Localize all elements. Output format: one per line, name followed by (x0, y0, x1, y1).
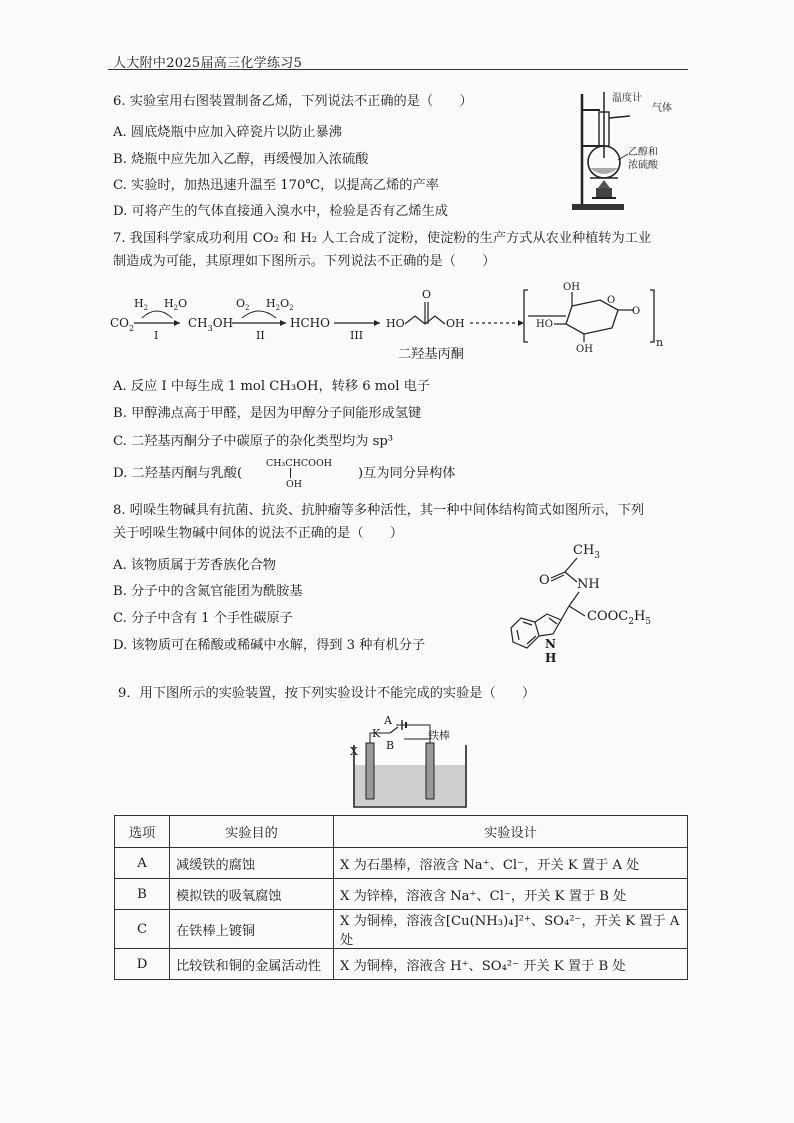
q6-option-c: C. 实验时，加热迅速升温至 170℃，以提高乙烯的产率 (113, 178, 439, 193)
dha-name: 二羟基丙酮 (398, 347, 464, 362)
h2o-o: O (178, 297, 188, 310)
o2-text: O (236, 297, 246, 310)
q7-option-b: B. 甲醇沸点高于甲醛，是因为甲醇分子间能形成氢键 (113, 406, 422, 421)
table-row (115, 848, 688, 879)
switch-a-label: A (384, 714, 392, 727)
q6-option-a: A. 圆底烧瓶中应加入碎瓷片以防止暴沸 (113, 125, 342, 140)
struct-hn: N (545, 637, 556, 651)
gas-label: 气体 (652, 103, 672, 114)
q7-option-d-part2: )互为同分异构体 (358, 466, 456, 481)
table-row (115, 910, 688, 949)
svg-text:H2O (164, 297, 187, 312)
dha-ho: HO (386, 317, 405, 330)
header-rule (108, 69, 688, 70)
struct-ester-h: H (633, 609, 646, 624)
starch-ring-o: O (607, 295, 616, 306)
h2o2-sub2: 2 (289, 304, 294, 312)
q8-option-a: A. 该物质属于芳香族化合物 (113, 558, 276, 573)
step-iii-label: III (350, 329, 364, 342)
table-cell: C (115, 910, 170, 949)
q6-option-d: D. 可将产生的气体直接通入溴水中，检验是否有乙烯生成 (113, 204, 448, 219)
table-header-cell: 选项 (115, 816, 170, 848)
lactic-acid-oh: OH (286, 479, 303, 490)
q8-option-c: C. 分子中含有 1 个手性碳原子 (113, 611, 293, 626)
repeat-n: n (656, 336, 664, 349)
reagent-label-line1: 乙醇和 (628, 147, 658, 158)
struct-o: O (539, 573, 550, 588)
q7-option-a: A. 反应 I 中每生成 1 mol CH₃OH，转移 6 mol 电子 (113, 379, 431, 394)
svg-text:CO2 (110, 316, 134, 333)
h2-text: H (134, 297, 144, 310)
q8-option-d: D. 该物质可在稀酸或稀碱中水解，得到 3 种有机分子 (113, 638, 426, 653)
q6-option-b: B. 烧瓶中应先加入乙醇，再缓慢加入浓硫酸 (113, 152, 369, 167)
q7-stem-line2: 制造成为可能，其原理如下图所示。下列说法不正确的是（ ） (113, 254, 496, 269)
q9-options-table (114, 815, 688, 980)
table-cell: X 为铜棒，溶液含 H⁺、SO₄²⁻ 开关 K 置于 B 处 (334, 949, 688, 980)
ethylene-apparatus-figure (568, 88, 680, 216)
step-i-label: I (154, 329, 159, 342)
ch3oh-text: CH (188, 316, 208, 330)
co2-sub: 2 (129, 324, 135, 333)
struct-ch3: CH (573, 543, 595, 558)
q8-stem-line1: 8. 吲哚生物碱具有抗菌、抗炎、抗肿瘤等多种活性，其一种中间体结构简式如图所示，下列 (113, 503, 645, 518)
iron-rod-label: 铁棒 (428, 729, 450, 742)
struct-ester-sub2: 5 (645, 617, 652, 627)
page-header: 人大附中2025届高三化学练习5 (113, 56, 303, 71)
table-cell: X 为锌棒，溶液含 Na⁺、Cl⁻，开关 K 置于 B 处 (334, 879, 688, 910)
q7-stem-line1: 7. 我国科学家成功利用 CO₂ 和 H₂ 人工合成了淀粉，使淀粉的生产方式从农业种植转为工业 (113, 231, 652, 246)
lactic-acid-formula: CH₃CHCOOH (266, 458, 333, 469)
svg-text:H2 (134, 297, 148, 312)
table-cell: 减缓铁的腐蚀 (170, 848, 334, 879)
svg-text:CH3OH (188, 316, 233, 333)
ch3oh-tail: OH (212, 316, 234, 330)
table-cell: X 为石墨棒，溶液含 Na⁺、Cl⁻，开关 K 置于 A 处 (334, 848, 688, 879)
table-cell: 比较铁和铜的金属活动性 (170, 949, 334, 980)
h2o2-o: O (280, 297, 290, 310)
table-cell: A (115, 848, 170, 879)
table-cell: 在铁棒上镀铜 (170, 910, 334, 949)
svg-text:H2O2 (266, 297, 294, 312)
struct-h: H (545, 651, 557, 665)
starch-ho-left: HO (536, 319, 553, 330)
step-ii-label: II (256, 329, 265, 342)
ch3oh-sub: 3 (207, 324, 213, 333)
thermometer-label: 温度计 (612, 93, 642, 104)
starch-link-o: O (632, 306, 641, 317)
svg-text:O2 (236, 297, 250, 312)
struct-ch3-sub: 3 (594, 551, 601, 561)
dha-o: O (422, 288, 432, 301)
table-row (115, 879, 688, 910)
starch-oh-top: OH (563, 282, 580, 293)
h2o-h: H (164, 297, 174, 310)
o2-sub: 2 (245, 304, 250, 312)
electrochemistry-apparatus-figure (340, 715, 480, 815)
q7-option-c: C. 二羟基丙酮分子中碳原子的杂化类型均为 sp³ (113, 434, 394, 449)
dha-oh: OH (446, 317, 465, 330)
struct-nh: NH (577, 577, 600, 592)
q8-stem-line2: 关于吲哚生物碱中间体的说法不正确的是（ ） (113, 526, 404, 541)
hcho-text: HCHO (290, 316, 330, 330)
struct-ester-sub: 2 (628, 617, 634, 627)
h2-sub: 2 (143, 304, 149, 312)
table-row (115, 949, 688, 980)
table-cell: D (115, 949, 170, 980)
q9-stem: 9．用下图所示的实验装置，按下列实验设计不能完成的实验是（ ） (118, 686, 536, 701)
q7-option-d-part1: D. 二羟基丙酮与乳酸( (113, 466, 243, 481)
switch-b-label: B (386, 739, 395, 752)
struct-ester: COOC (587, 609, 629, 624)
q6-stem: 6. 实验室用右图装置制备乙烯，下列说法不正确的是（ ） (113, 94, 473, 109)
table-header-cell: 实验目的 (170, 816, 334, 848)
electrode-x-label: X (350, 745, 358, 758)
q8-option-b: B. 分子中的含氮官能团为酰胺基 (113, 584, 303, 599)
starch-oh-bottom: OH (576, 344, 593, 355)
table-cell: 模拟铁的吸氧腐蚀 (170, 879, 334, 910)
svg-text:COOC2H5 (587, 609, 651, 627)
indole-intermediate-structure (505, 538, 655, 666)
h2o2-sub1: 2 (275, 304, 281, 312)
table-header-row (115, 816, 688, 848)
table-cell: X 为铜棒，溶液含[Cu(NH₃)₄]²⁺、SO₄²⁻，开关 K 置于 A 处 (334, 910, 688, 949)
h2o-sub: 2 (173, 304, 179, 312)
reagent-label-line2: 浓硫酸 (628, 160, 658, 171)
table-cell: B (115, 879, 170, 910)
h2o2-h: H (266, 297, 276, 310)
co2-text: CO (110, 316, 130, 330)
switch-k-label: K (372, 727, 381, 740)
table-header-cell: 实验设计 (334, 816, 688, 848)
